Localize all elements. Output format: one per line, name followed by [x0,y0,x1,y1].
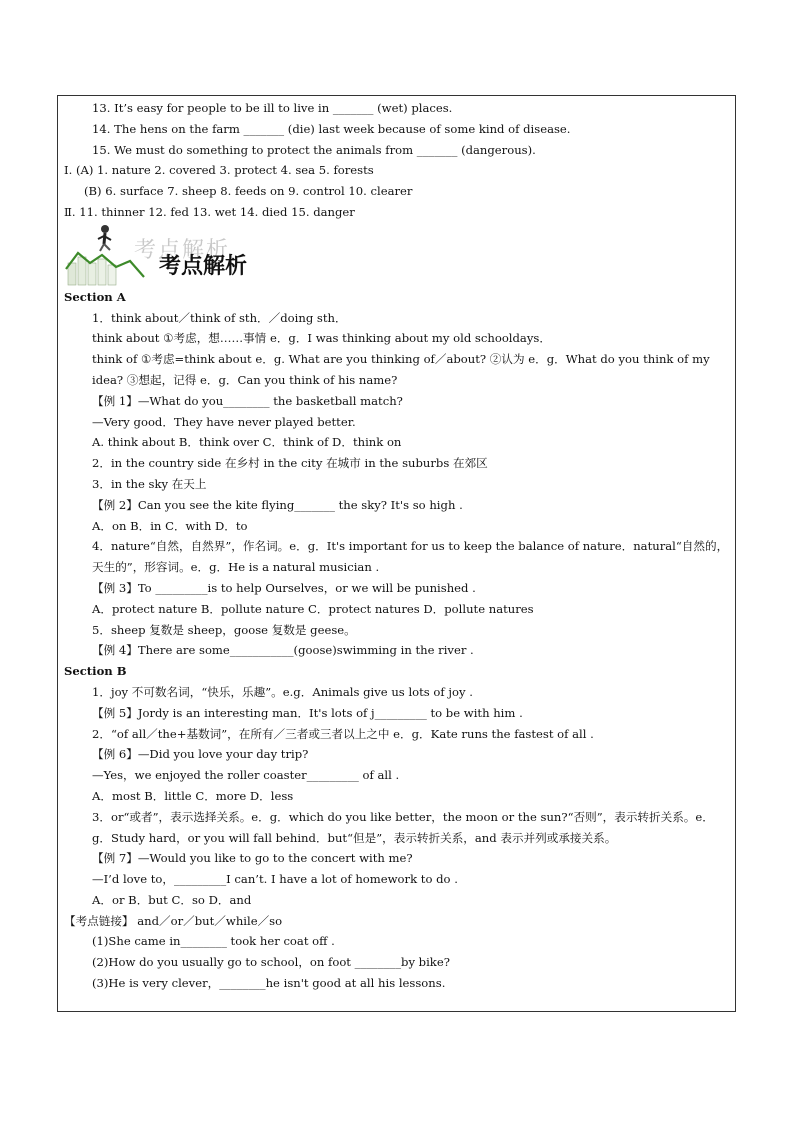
exercise-15: 15. We must do something to protect the animals from _______ (dangerous). [92,142,536,157]
document-body [64,98,732,994]
example-5: 【例 5】Jordy is an interesting man．It's lots of j_________ to be with him . [92,705,523,720]
answer-key-1a: Ⅰ. (A) 1. nature 2. covered 3. protect 4. sea 5. forests [64,163,374,178]
link-line: (1)She came in________ took her coat off . [92,934,335,949]
example-7-options: A．or B．but C．so D．and [92,892,252,907]
example-1: 【例 1】—What do you________ the basketball match? [92,393,403,408]
example-4: 【例 4】There are some___________(goose)swimming in the river . [92,643,474,658]
answer-key-1b: (B) 6. surface 7. sheep 8. feeds on 9. control 10. clearer [84,184,413,199]
section-a-line: 4．nature“自然，自然界”，作名词。e．g．It's important for us to keep the balance of nature．natural“自然的，天生的”，形容词。e．g．He is a natural musician . [92,539,729,575]
section-a-line: 2．in the country side 在乡村 in the city 在城市 in the suburbs 在郊区 [92,456,488,471]
example-3: 【例 3】To _________is to help Ourselves，or we will be punished . [92,580,476,595]
example-6-options: A．most B．little C．more D．less [92,788,294,803]
section-b-line: 2．“of all／the+基数词”，在所有／三者或三者以上之中 e．g．Kate runs the fastest of all . [92,726,594,741]
section-a-line: 1．think about／think of sth．／doing sth． [92,310,347,325]
section-a-line: think about ①考虑，想……事情 e．g．I was thinking about my old schooldays． [92,331,551,346]
section-a-line: think of ①考虑=think about e．g. What are you thinking of／about? ②认为 e．g．What do you think of my idea? ③想起，记得 e．g．Can you think of his name? [92,352,710,387]
banner-title: 考点解析 [159,253,248,279]
link-line: (3)He is very clever，________he isn't good at all his lessons. [92,976,446,991]
banner-ghost-text: 考点解析 [134,237,231,263]
section-b-line: —I’d love to，_________I can’t. I have a lot of homework to do . [92,872,458,887]
example-7: 【例 7】—Would you like to go to the concert with me? [92,851,413,866]
example-2-options: A．on B．in C．with D．to [92,518,248,533]
section-a-line: —Very good．They have never played better. [92,414,356,429]
section-b-header: Section B [64,664,127,679]
link-line: (2)How do you usually go to school，on foot ________by bike? [92,955,450,970]
section-b-line: —Yes，we enjoyed the roller coaster_________ of all . [92,768,400,783]
example-1-options: A. think about B．think over C．think of D．think on [92,435,402,450]
answer-key-2: Ⅱ. 11. thinner 12. fed 13. wet 14. died 15. danger [64,204,355,219]
exercise-13: 13. It’s easy for people to be ill to live in _______ (wet) places. [92,101,453,115]
example-3-options: A．protect nature B．pollute nature C．protect natures D．pollute natures [92,601,534,616]
section-b-line: 1．joy 不可数名词，“快乐，乐趣”。e.g．Animals give us lots of joy . [92,684,473,699]
section-a-header: Section A [64,289,126,304]
exercise-14: 14. The hens on the farm _______ (die) last week because of some kind of disease. [92,121,571,136]
section-banner [64,223,732,287]
section-a-line: 5．sheep 复数是 sheep，goose 复数是 geese。 [92,622,356,637]
example-2: 【例 2】Can you see the kite flying_______ the sky? It's so high . [92,497,463,512]
example-6: 【例 6】—Did you love your day trip? [92,747,309,762]
section-b-line: 3．or“或者”，表示选择关系。e．g．which do you like better，the moon or the sun?“否则”，表示转折关系。e．g．Study hard，or you will fall behind．but“但是”，表示转折关系，and 表示并列或承接关系。 [92,809,714,845]
section-a-line: 3．in the sky 在天上 [92,476,207,491]
link-header: 【考点链接】 and／or／but／while／so [64,913,283,928]
